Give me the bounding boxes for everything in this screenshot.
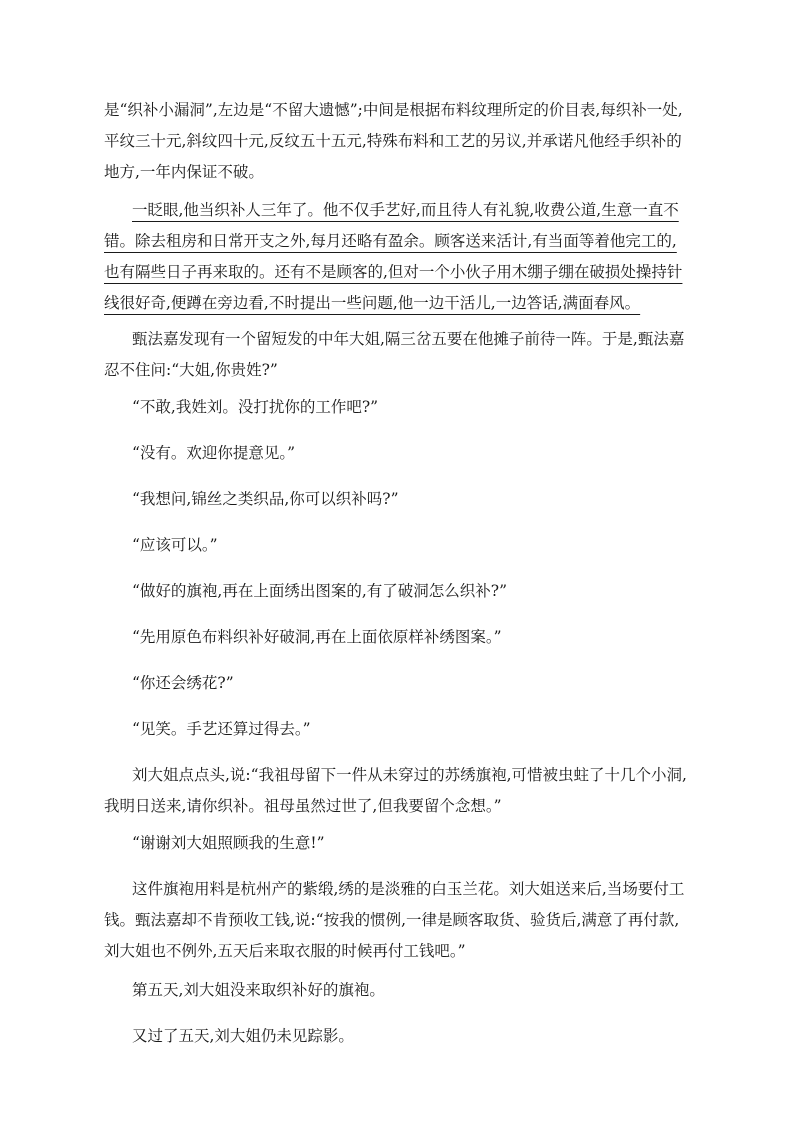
text-line: 钱。甄法嘉却不肯预收工钱,说:“按我的惯例,一律是顾客取货、验货后,满意了再付款, (104, 911, 680, 929)
paragraph-6 (104, 484, 698, 515)
text-line: “我想问,锦丝之类织品,你可以织补吗?” (132, 490, 399, 508)
text-line: 这件旗袍用料是杭州产的紫缎,绣的是淡雅的白玉兰花。刘大姐送来后,当场要付工 (132, 880, 685, 898)
text-line: “见笑。手艺还算过得去。” (132, 720, 311, 738)
text-line: 又过了五天,刘大姐仍未见踪影。 (132, 1027, 354, 1045)
text-line: “应该可以。” (132, 536, 218, 554)
paragraph-7 (104, 530, 698, 561)
paragraph-9 (104, 622, 698, 653)
paragraph-14 (104, 874, 698, 967)
paragraph-10 (104, 668, 698, 699)
text-line: 我明日送来,请你织补。祖母虽然过世了,但我要留个念想。” (104, 797, 502, 815)
paragraph-1 (104, 95, 698, 188)
text-line: “谢谢刘大姐照顾我的生意!” (132, 834, 325, 852)
text-line: 第五天,刘大姐没来取织补好的旗袍。 (132, 981, 385, 999)
paragraph-8 (104, 576, 698, 607)
text-line: 忍不住问:“大姐,你贵姓?” (104, 361, 278, 379)
paragraph-12 (104, 760, 698, 822)
text-line: 错。除去租房和日常开支之外,每月还略有盈余。顾客送来活计,有当面等着他完工的, (104, 232, 677, 250)
paragraph-2-underlined (104, 195, 698, 319)
paragraph-16 (104, 1021, 698, 1052)
text-line: “不敢,我姓刘。没打扰你的工作吧?” (132, 398, 379, 416)
paragraph-5 (104, 438, 698, 469)
text-line: “做好的旗袍,再在上面绣出图案的,有了破洞怎么织补?” (132, 582, 508, 600)
text-line: 是“织补小漏洞”,左边是“不留大遗憾”;中间是根据布料纹理所定的价目表,每织补一处, (104, 101, 683, 119)
text-line: 地方,一年内保证不破。 (104, 163, 264, 181)
paragraph-11 (104, 714, 698, 745)
paragraph-3 (104, 324, 698, 386)
paragraph-15 (104, 975, 698, 1006)
paragraph-13 (104, 828, 698, 859)
text-line: “先用原色布料织补好破洞,再在上面依原样补绣图案。” (132, 628, 502, 646)
paragraph-4 (104, 392, 698, 423)
text-line: “没有。欢迎你提意见。” (132, 444, 296, 462)
text-line: 刘大姐也不例外,五天后来取衣服的时候再付工钱吧。” (104, 942, 466, 960)
text-line: 甄法嘉发现有一个留短发的中年大姐,隔三岔五要在他摊子前待一阵。于是,甄法嘉 (132, 330, 685, 348)
text-line: 刘大姐点点头,说:“我祖母留下一件从未穿过的苏绣旗袍,可惜被虫蛀了十几个小洞, (132, 766, 687, 784)
text-line: “你还会绣花?” (132, 674, 234, 692)
text-line: 平纹三十元,斜纹四十元,反纹五十五元,特殊布料和工艺的另议,并承诺凡他经手织补的 (104, 132, 682, 150)
text-line: 也有隔些日子再来取的。还有不是顾客的,但对一个小伙子用木绷子绷在破损处操持针 (104, 263, 683, 281)
text-line: 线很好奇,便蹲在旁边看,不时提出一些问题,他一边干活儿,一边答话,满面春风。 (104, 294, 641, 312)
text-line: 一眨眼,他当织补人三年了。他不仅手艺好,而且待人有礼貌,收费公道,生意一直不 (132, 201, 679, 219)
